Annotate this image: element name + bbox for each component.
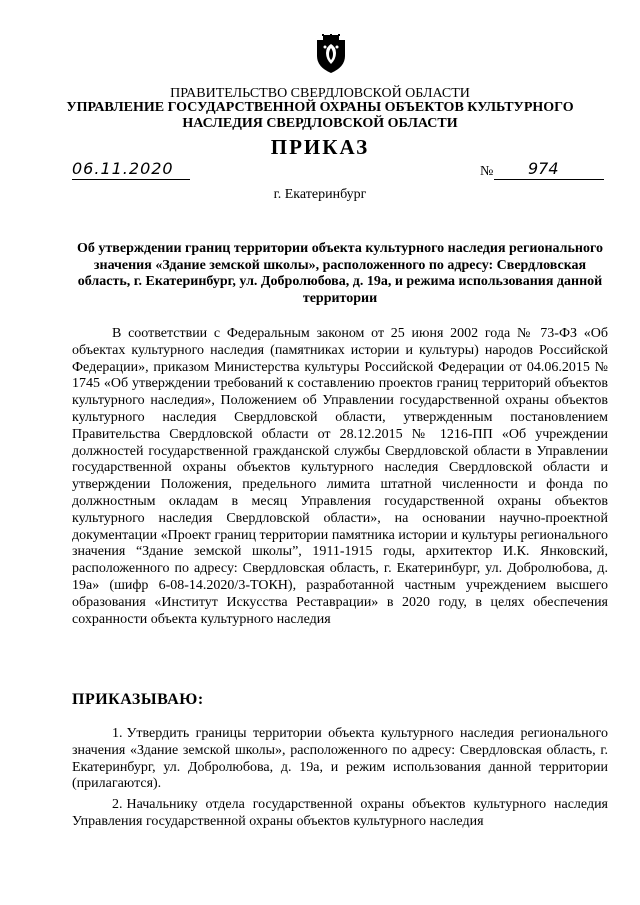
order-item-text: Утвердить границы территории объекта культурного наследия регионального значения «Здание земской школы», расположенного по адресу: Свердловская область, г. Екатеринбург, ул. Добролюбова, д. 19а, и режим использования данной территории (прилагаются). xyxy=(72,726,608,792)
order-item xyxy=(72,726,608,793)
order-item-number: 1. xyxy=(112,726,123,741)
number-label: № xyxy=(480,164,494,179)
government-name: ПРАВИТЕЛЬСТВО СВЕРДЛОВСКОЙ ОБЛАСТИ xyxy=(170,86,470,101)
order-item xyxy=(72,797,608,831)
number-field xyxy=(494,159,604,181)
department-name: УПРАВЛЕНИЕ ГОСУДАРСТВЕННОЙ ОХРАНЫ ОБЪЕКТОВ КУЛЬТУРНОГО НАСЛЕДИЯ СВЕРДЛОВСКОЙ ОБЛАСТИ xyxy=(66,100,574,131)
date-value: 06.11.2020 xyxy=(72,159,174,178)
preamble-text: В соответствии с Федеральным законом от 25 июня 2002 года № 73-ФЗ «Об объектах культурного наследия (памятниках истории и культуры) народов Российской Федерации», приказом Министерства культуры Российской Федерации от 04.06.2015 № 1745 «Об утверждении требований к составлению проектов границ территорий объектов культурного наследия», Положением об Управлении государственной охраны объектов культурного наследия Свердловской области, утвержденным постановлением Правительства Свердловской области от 28.12.2015 № 1216-ПП «Об учреждении должностей государственной гражданской службы Свердловской области в Управлении государственной охраны объектов культурного наследия Свердловской области и утверждении Положения, предельного лимита штатной численности и фонда по должностным окладам в месяц Управления государственной охраны объектов культурного наследия Свердловской области», на основании научно-проектной документации «Проект границ территории памятника истории и культуры регионального значения “Здание земской школы”, 1911-1915 годы, архитектор И.К. Янковский, расположенного по адресу: Свердловская область, г. Екатеринбург, ул. Добролюбова, д. 19а» (шифр 6-08-14.2020/3-ТОКН), разработанной частным учреждением высшего образования «Институт Искусства Реставрации» в 2020 году, в целях обеспечения сохранности объекта культурного наследия xyxy=(72,326,608,627)
order-item-text: Начальнику отдела государственной охраны объектов культурного наследия Управления государственной охраны объектов культурного наследия xyxy=(72,797,608,829)
order-subject: Об утверждении границ территории объекта культурного наследия регионального значения «Здание земской школы», расположенного по адресу: Свердловская область, г. Екатеринбург, ул. Добролюбова, д. 19а, и режима использования данной территории xyxy=(77,241,603,306)
coat-of-arms-icon xyxy=(314,34,348,74)
date-underline xyxy=(72,179,190,180)
document-type: ПРИКАЗ xyxy=(270,135,370,159)
order-item-number: 2. xyxy=(112,797,123,812)
number-underline xyxy=(494,179,604,180)
date-field xyxy=(72,159,190,181)
number-value: 974 xyxy=(528,159,559,178)
city: г. Екатеринбург xyxy=(273,187,367,202)
order-word: ПРИКАЗЫВАЮ: xyxy=(72,691,204,708)
